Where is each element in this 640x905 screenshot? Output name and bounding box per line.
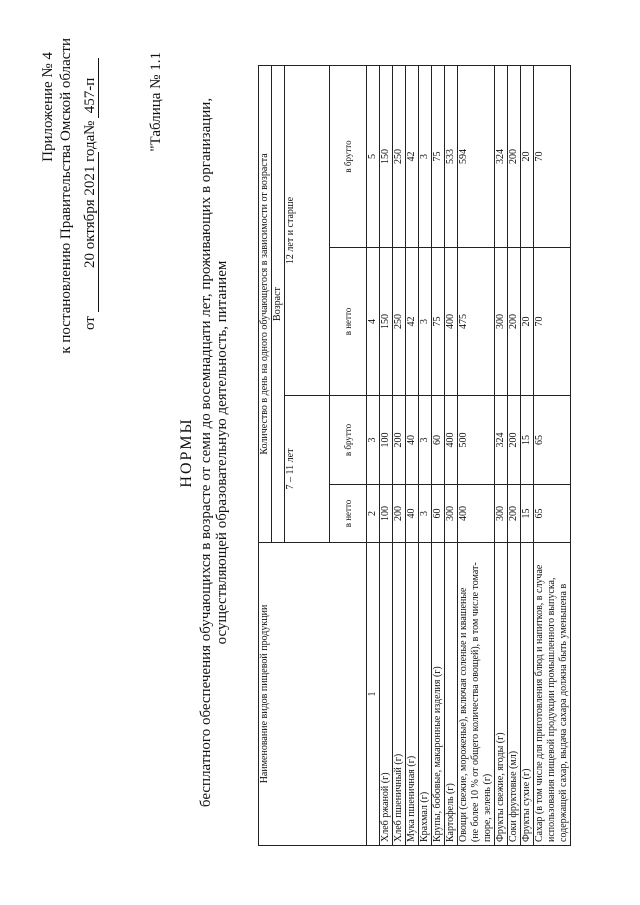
document-subtitle-line-1: бесплатного обеспечения обучающихся в возрасте от семи до восемнадцати лет, проживающих в организации, <box>198 97 214 808</box>
table-row <box>380 66 393 846</box>
table-row <box>495 66 508 846</box>
appendix-decree: к постановлению Правительства Омской области <box>58 38 74 354</box>
product-name-cell: Соки фруктовые (мл) <box>508 543 521 846</box>
quantity-cell: 200 <box>508 396 521 485</box>
number-prefix: № <box>82 120 98 135</box>
product-name-cell: Фрукты сухие (г) <box>521 543 534 846</box>
quantity-cell: 400 <box>445 396 458 485</box>
number-underline <box>98 58 99 118</box>
product-name-cell: Фрукты свежие, ягоды (г) <box>495 543 508 846</box>
quantity-cell: 60 <box>432 485 445 543</box>
table-row <box>393 66 406 846</box>
table-row <box>419 66 432 846</box>
quantity-cell: 300 <box>495 485 508 543</box>
quantity-cell: 15 <box>521 485 534 543</box>
net-header-2: в нетто <box>330 248 367 396</box>
quantity-cell: 250 <box>393 248 406 396</box>
column-number-1: 1 <box>367 543 380 846</box>
gross-header-1: в брутто <box>330 396 367 485</box>
quantity-cell: 70 <box>534 248 571 396</box>
quantity-cell: 65 <box>534 485 571 543</box>
quantity-cell: 42 <box>406 248 419 396</box>
number-value: 457-п <box>82 77 98 114</box>
norms-table <box>258 65 571 846</box>
age-header: Возраст <box>272 66 285 543</box>
quantity-cell: 15 <box>521 396 534 485</box>
quantity-cell: 200 <box>393 485 406 543</box>
quantity-cell: 200 <box>508 66 521 248</box>
product-name-cell: Хлеб пшеничный (г) <box>393 543 406 846</box>
product-name-cell: Мука пшеничная (г) <box>406 543 419 846</box>
quantity-cell: 475 <box>458 248 495 396</box>
quantity-cell: 150 <box>380 66 393 248</box>
decree-number <box>82 78 98 135</box>
column-number-row <box>367 66 380 846</box>
quantity-cell: 60 <box>432 396 445 485</box>
quantity-cell: 324 <box>495 66 508 248</box>
quantity-cell: 70 <box>534 66 571 248</box>
product-name-cell <box>534 543 571 846</box>
quantity-cell: 100 <box>380 485 393 543</box>
gross-header-2: в брутто <box>330 66 367 248</box>
date-underline <box>98 152 99 312</box>
quantity-cell: 3 <box>419 248 432 396</box>
table-row <box>432 66 445 846</box>
product-name-line: Овощи (свежие, мороженые), включая соленые и квашеные <box>458 587 469 842</box>
product-name-cell: Крахмал (г) <box>419 543 432 846</box>
quantity-cell: 75 <box>432 66 445 248</box>
product-name-cell <box>458 543 495 846</box>
column-number-2: 2 <box>367 485 380 543</box>
product-name-cell: Крупы, бобовые, макаронные изделия (г) <box>432 543 445 846</box>
quantity-cell: 400 <box>445 248 458 396</box>
header-row-1 <box>259 66 272 846</box>
table-caption: "Таблица № 1.1 <box>148 52 164 152</box>
quantity-column-header: Количество в день на одного обучающегося в зависимости от возраста <box>259 66 272 543</box>
quantity-cell: 250 <box>393 66 406 248</box>
quantity-cell: 500 <box>458 396 495 485</box>
product-name-line: Сахар (в том числе для приготовления блюд и напитков, в случае <box>534 564 545 842</box>
decree-date: 20 октября 2021 года <box>82 134 98 268</box>
quantity-cell: 3 <box>419 66 432 248</box>
quantity-cell: 200 <box>393 396 406 485</box>
product-name-cell: Картофель (г) <box>445 543 458 846</box>
quantity-cell: 300 <box>445 485 458 543</box>
quantity-cell: 42 <box>406 66 419 248</box>
table-row <box>458 66 495 846</box>
net-header-1: в нетто <box>330 485 367 543</box>
document-title: НОРМЫ <box>178 417 195 488</box>
product-name-line: пюре, зелень (г) <box>482 773 493 842</box>
quantity-cell: 400 <box>458 485 495 543</box>
column-number-4: 4 <box>367 248 380 396</box>
quantity-cell: 3 <box>419 485 432 543</box>
quantity-cell: 75 <box>432 248 445 396</box>
product-name-line: (не более 10 % от общего количества овощей), в том числе томат- <box>470 562 481 842</box>
column-number-3: 3 <box>367 396 380 485</box>
product-name-line: использования пищевой продукции промышленного выпуска, <box>546 577 557 842</box>
appendix-title: Приложение № 4 <box>40 52 56 162</box>
quantity-cell: 100 <box>380 396 393 485</box>
quantity-cell: 324 <box>495 396 508 485</box>
quantity-cell: 3 <box>419 396 432 485</box>
table-row <box>406 66 419 846</box>
quantity-cell: 65 <box>534 396 571 485</box>
product-name-line: содержащей сахар, выдача сахара должна быть уменьшена в <box>558 583 569 842</box>
quantity-cell: 200 <box>508 485 521 543</box>
table-row <box>534 66 571 846</box>
quantity-cell: 200 <box>508 248 521 396</box>
age-group-1-header: 7 – 11 лет <box>285 396 330 543</box>
column-number-5: 5 <box>367 66 380 248</box>
age-group-2-header: 12 лет и старше <box>285 66 330 396</box>
quantity-cell: 594 <box>458 66 495 248</box>
quantity-cell: 150 <box>380 248 393 396</box>
quantity-cell: 20 <box>521 248 534 396</box>
table-row <box>521 66 534 846</box>
quantity-cell: 20 <box>521 66 534 248</box>
quantity-cell: 40 <box>406 396 419 485</box>
document-subtitle-line-2: осуществляющей образовательную деятельность, питанием <box>214 260 230 645</box>
quantity-cell: 40 <box>406 485 419 543</box>
quantity-cell: 300 <box>495 248 508 396</box>
table-row <box>445 66 458 846</box>
date-prefix: от <box>82 316 98 330</box>
quantity-cell: 533 <box>445 66 458 248</box>
product-name-cell: Хлеб ржаной (г) <box>380 543 393 846</box>
table-row <box>508 66 521 846</box>
product-column-header: Наименование видов пищевой продукции <box>259 543 367 846</box>
